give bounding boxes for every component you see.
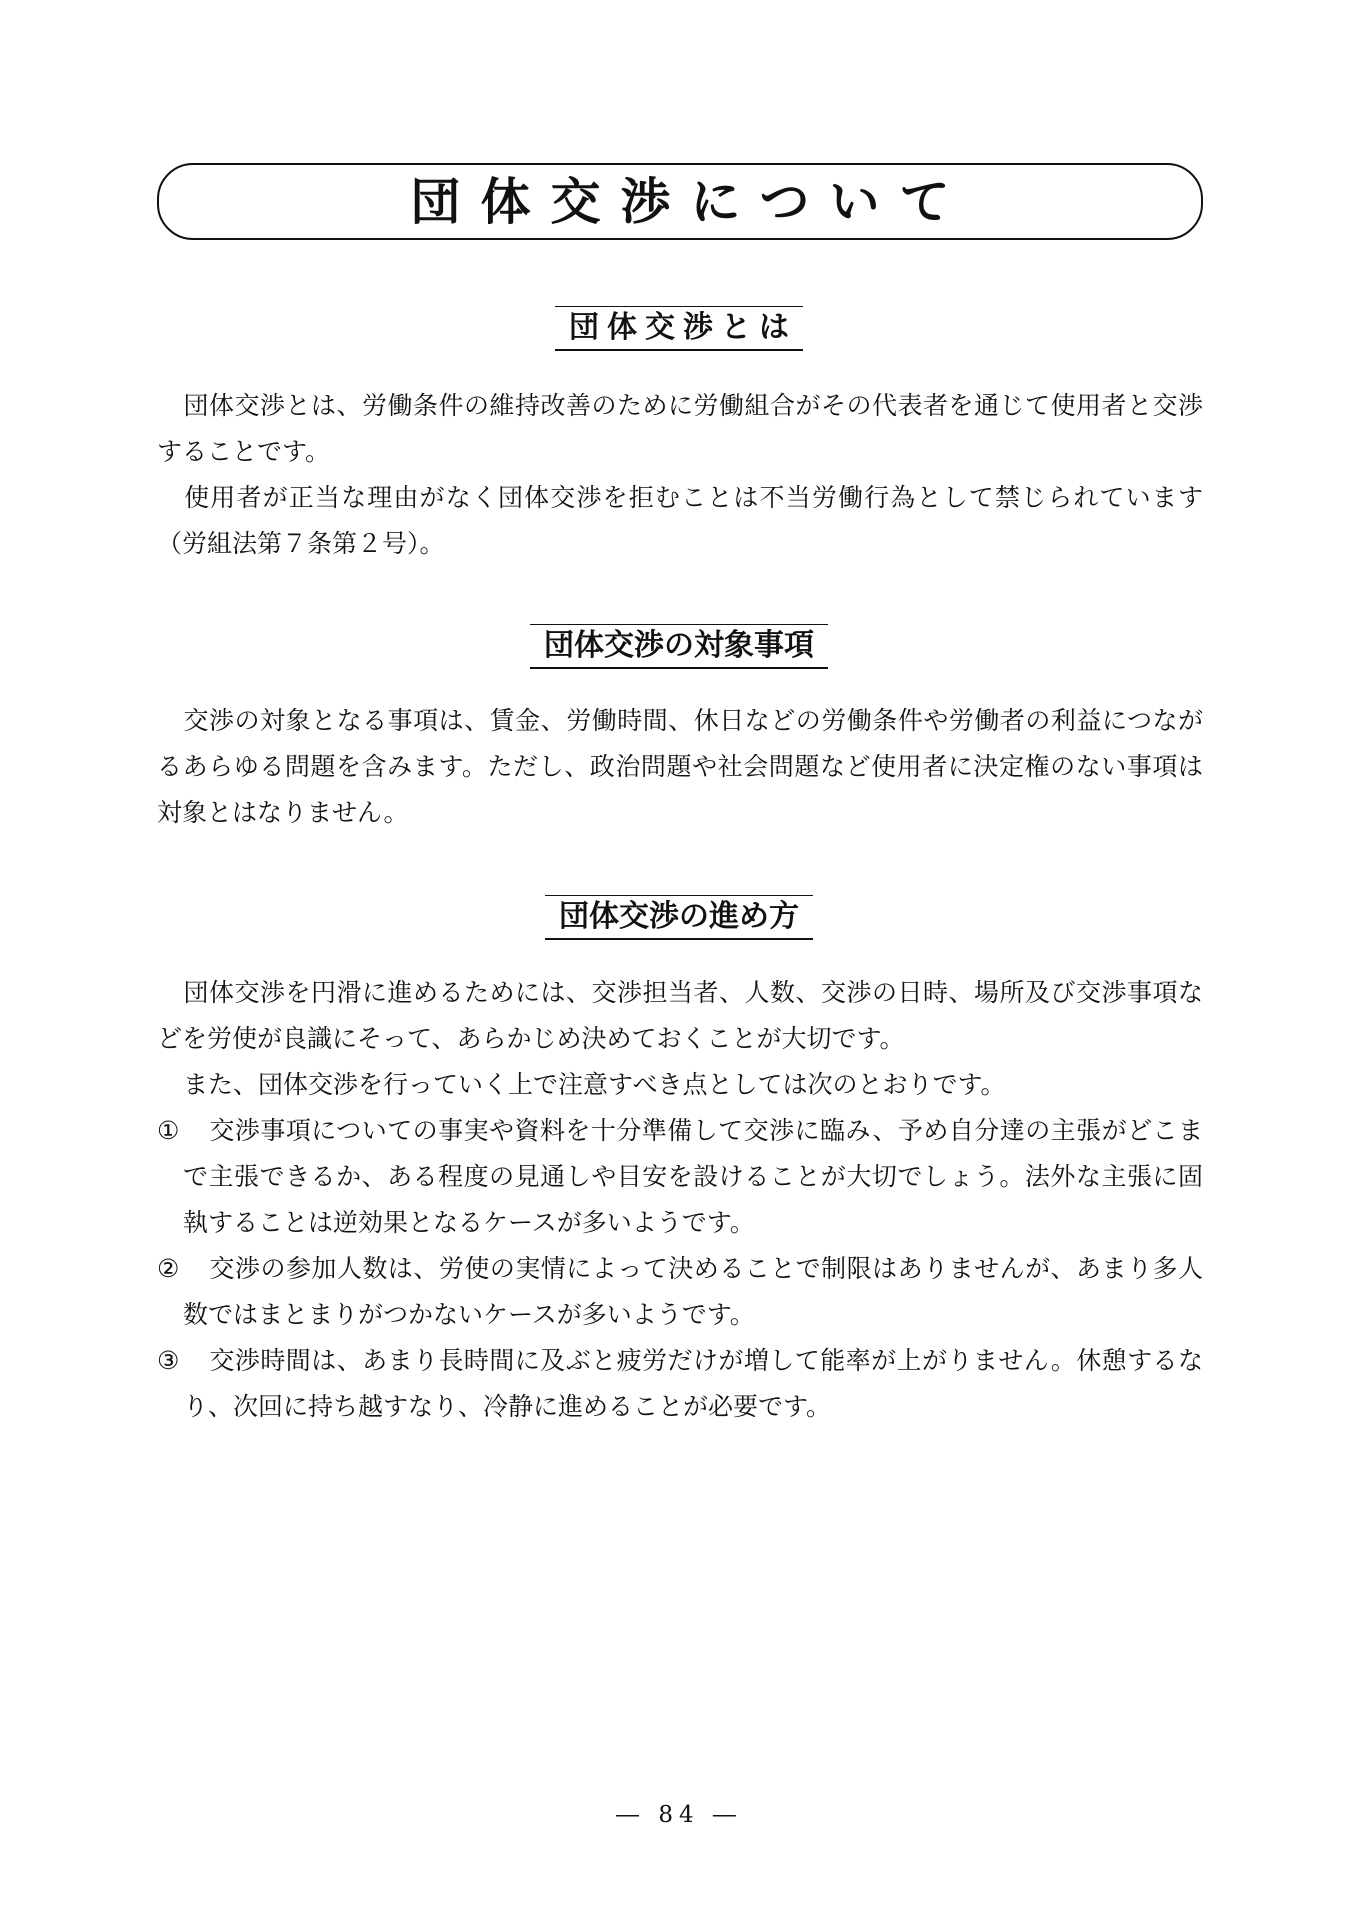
list-item-text: 交渉時間は、あまり長時間に及ぶと疲労だけが増して能率が上がりません。休憩するなり、次回に持ち越すなり、冷静に進めることが必要です。 [183, 1346, 1203, 1421]
section-heading: 団体交渉とは [555, 306, 803, 351]
paragraph-text: 団体交渉とは、労働条件の維持改善のために労働組合がその代表者を通じて使用者と交渉することです。 [157, 391, 1203, 466]
paragraph-text: また、団体交渉を行っていく上で注意すべき点としては次のとおりです。 [183, 1070, 1006, 1099]
section-1-heading-wrap [0, 306, 1358, 351]
section-2-paragraph-1 [157, 698, 1203, 836]
page-title-box [157, 163, 1203, 240]
page-title: 団体交渉について [410, 172, 970, 231]
list-item-text: 交渉事項についての事実や資料を十分準備して交渉に臨み、予め自分達の主張がどこまで主張できるか、ある程度の見通しや目安を設けることが大切でしょう。法外な主張に固執することは逆効果となるケースが多いようです。 [183, 1116, 1203, 1237]
paragraph-text: 団体交渉を円滑に進めるためには、交渉担当者、人数、交渉の日時、場所及び交渉事項などを労使が良識にそって、あらかじめ決めておくことが大切です。 [157, 978, 1203, 1053]
paragraph-text: 交渉の対象となる事項は、賃金、労働時間、休日などの労働条件や労働者の利益につながるあらゆる問題を含みます。ただし、政治問題や社会問題など使用者に決定権のない事項は対象とはなりません。 [157, 706, 1203, 827]
list-item-marker: ① [157, 1116, 180, 1145]
section-3-heading-wrap [0, 895, 1358, 940]
list-item-marker: ② [157, 1254, 180, 1283]
section-1-paragraph-2 [157, 475, 1203, 567]
list-item-3 [157, 1338, 1203, 1430]
page-number: ― 84 ― [616, 1802, 742, 1828]
section-heading: 団体交渉の対象事項 [530, 624, 828, 669]
section-1-paragraph-1 [157, 383, 1203, 475]
section-heading: 団体交渉の進め方 [545, 895, 813, 940]
section-2-heading-wrap [0, 624, 1358, 669]
list-item-2 [157, 1246, 1203, 1338]
section-3-paragraph-2 [157, 1062, 1203, 1108]
list-item-marker: ③ [157, 1346, 180, 1375]
list-item-1 [157, 1108, 1203, 1246]
list-item-text: 交渉の参加人数は、労使の実情によって決めることで制限はありませんが、あまり多人数ではまとまりがつかないケースが多いようです。 [183, 1254, 1203, 1329]
paragraph-text: 使用者が正当な理由がなく団体交渉を拒むことは不当労働行為として禁じられています（労組法第７条第２号）。 [157, 483, 1203, 558]
section-3-paragraph-1 [157, 970, 1203, 1062]
